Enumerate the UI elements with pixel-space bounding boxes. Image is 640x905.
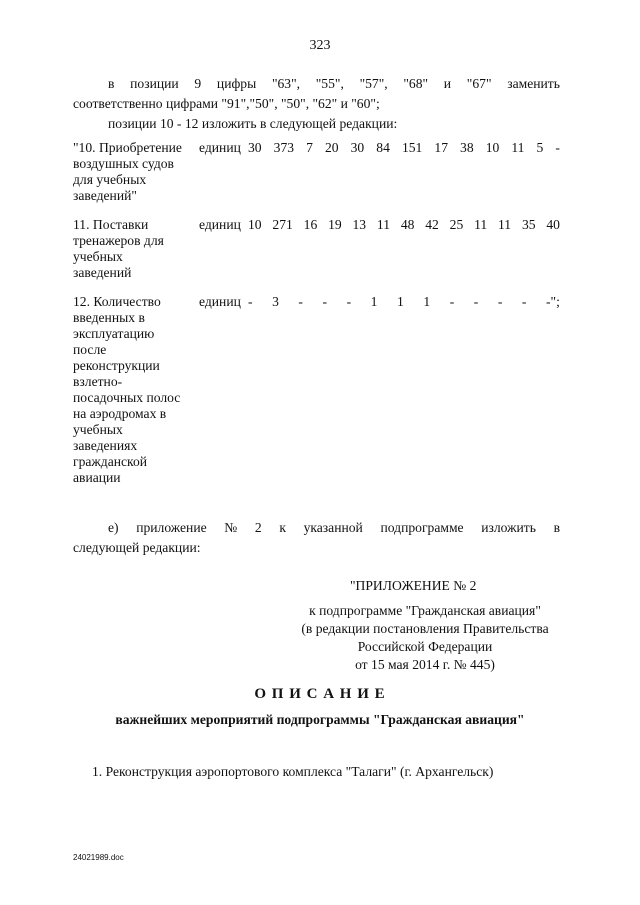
table-cell: 84 [376,140,390,155]
paragraph-3-word: указанной [303,520,363,535]
table-cell: 151 [401,140,423,155]
table-cell: - [298,294,303,309]
paragraph-3-word: изложить [481,520,536,535]
table-row-name-line: для учебных [73,172,147,187]
table-cell: - [248,294,253,309]
appendix-reference-line: Российской Федерации [357,639,493,654]
table-cell: 11 [376,217,390,232]
paragraph-1-line-1 [108,76,560,92]
table-cell: 48 [400,217,415,232]
paragraph-1-word: в [108,76,115,91]
item-1: 1. Реконструкция аэропортового комплекса "Талаги" (г. Архангельск) [92,764,494,779]
table-cell: 30 [248,140,262,155]
table-cell: 271 [272,217,293,232]
table-cell: - [555,140,560,155]
table-row-values [248,294,560,310]
paragraph-1-word: и [443,76,452,91]
table-cell: 7 [306,140,313,155]
table-cell: 35 [521,217,536,232]
table-row-name-line: посадочных полос [73,390,181,405]
page-number: 323 [309,38,331,53]
table-row-name-line: взлетно- [73,374,123,389]
paragraph-1-word: цифры [216,76,257,91]
table-cell: 10 [485,140,500,155]
table-row-name-line: реконструкции [73,358,160,373]
appendix-reference-line: от 15 мая 2014 г. № 445) [355,657,495,672]
paragraph-3-line-2: следующей редакции: [73,540,201,555]
table-row-unit: единиц [199,217,241,232]
paragraph-1-word: заменить [507,76,560,91]
table-row-name-line: воздушных судов [73,156,174,171]
paragraph-1-word: "57", [359,76,388,91]
table-cell: - [346,294,352,309]
table-row-unit: единиц [199,294,241,309]
table-cell: 13 [352,217,367,232]
table-row-name-line: 12. Количество [73,294,161,309]
paragraph-3-word: № [224,520,238,535]
table-row-name-line: учебных [73,422,123,437]
table-row-name-line: заведений [73,265,132,280]
paragraph-3-line-1 [108,520,560,536]
paragraph-3-word: в [553,520,560,535]
table-row-name-line: учебных [73,249,123,264]
table-row-name-line: 11. Поставки [73,217,149,232]
table-cell: 20 [324,140,339,155]
table-row-name-line: введенных в [73,310,145,325]
table-cell: 19 [328,217,342,232]
paragraph-1-word: "55", [315,76,344,91]
table-cell: 42 [425,217,439,232]
table-cell: 11 [498,217,512,232]
paragraph-3-word: подпрограмме [380,520,464,535]
table-row-name [73,294,198,486]
table-row-name-line: авиации [73,470,121,485]
table-cell: 30 [350,140,365,155]
appendix-title: "ПРИЛОЖЕНИЕ № 2 [350,578,477,593]
table-row-name-line: после [73,342,107,357]
paragraph-3-word: приложение [136,520,207,535]
table-cell: 25 [449,217,464,232]
appendix-reference-line: к подпрограмме "Гражданская авиация" [309,603,541,618]
table-row-name-line: эксплуатацию [73,326,155,341]
table-cell: - [449,294,455,309]
table-row-name [73,217,198,281]
file-name: 24021989.doc [73,853,124,862]
paragraph-1-word: "67" [466,76,492,91]
table-cell: 373 [273,140,295,155]
paragraph-2: позиции 10 - 12 изложить в следующей редакции: [108,116,398,131]
table-cell: 17 [434,140,448,155]
paragraph-1-word: "68" [403,76,429,91]
table-cell: - [521,294,527,309]
table-row-name-line: гражданской [73,454,148,469]
table-row-name-line: на аэродромах в [73,406,167,421]
paragraph-1-word: 9 [194,76,202,91]
table-row-name-line: заведений" [73,188,137,203]
description-subtitle: важнейших мероприятий подпрограммы "Гражданская авиация" [115,712,525,727]
table-row-name-line: "10. Приобретение [73,140,182,155]
appendix-reference [290,602,560,674]
table-row-values [248,140,560,156]
paragraph-3-word: 2 [254,520,262,535]
table-cell: - [497,294,503,309]
table-row-name [73,140,198,204]
table-cell: 1 [397,294,404,309]
table-cell: 3 [272,294,279,309]
table-cell: 1 [423,294,431,309]
table-cell: 5 [536,140,544,155]
paragraph-1-word: "63", [271,76,301,91]
paragraph-3-word: к [279,520,286,535]
table-cell: 11 [511,140,525,155]
table-cell: -"; [546,294,560,309]
table-row-name-line: тренажеров для [73,233,164,248]
paragraph-1-line-2: соответственно цифрами "91","50", "50", "62" и "60"; [73,96,380,111]
table-cell: 40 [546,217,560,232]
appendix-reference-line: (в редакции постановления Правительства [301,621,549,636]
table-cell: 1 [370,294,378,309]
table-row-name-line: заведениях [73,438,138,453]
table-cell: 10 [248,217,262,232]
table-row-unit: единиц [199,140,241,155]
description-title: О П И С А Н И Е [254,686,386,702]
table-cell: 11 [474,217,488,232]
table-cell: 16 [303,217,318,232]
table-cell: 38 [460,140,474,155]
table-cell: - [322,294,328,309]
paragraph-3-word: е) [108,520,119,535]
table-row-values [248,217,560,233]
table-cell: - [473,294,479,309]
paragraph-1-word: позиции [130,76,179,91]
